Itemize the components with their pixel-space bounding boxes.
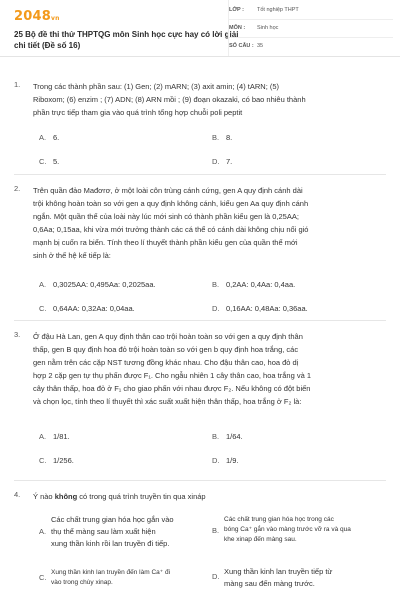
option-d[interactable]: D. 7. xyxy=(212,157,233,166)
question-text xyxy=(33,80,388,119)
option-c[interactable] xyxy=(39,568,209,594)
question-text xyxy=(33,490,388,503)
document-header xyxy=(0,0,400,57)
option-c[interactable]: C. 1/256. xyxy=(39,456,74,465)
question-text xyxy=(33,330,388,408)
option-a[interactable]: A. 1/81. xyxy=(39,432,70,441)
option-b[interactable]: B. 1/64. xyxy=(212,432,243,441)
question-text xyxy=(33,184,388,262)
option-b[interactable]: B. 0,2AA: 0,4Aa: 0,4aa. xyxy=(212,280,296,289)
question-number: 4. xyxy=(14,490,21,499)
option-text: Xung thần kinh lan truyền tiếp từ màng sau đến màng trước. xyxy=(224,567,333,588)
question-number: 3. xyxy=(14,330,21,339)
option-letter: D. xyxy=(212,572,220,581)
question-text-line: phần trực tiếp tham gia vào quá trình tổng hợp chuỗi poli peptit xyxy=(33,108,243,117)
question-1 xyxy=(14,80,390,180)
question-text-line: sinh ở thế hệ kế tiếp là: xyxy=(33,251,111,260)
meta-key: MÔN : xyxy=(229,25,246,31)
option-b[interactable] xyxy=(212,515,390,555)
meta-row-subject xyxy=(229,19,393,38)
option-letter: B. xyxy=(212,526,220,535)
meta-key: SỐ CÂU : xyxy=(229,43,254,49)
meta-value: Tốt nghiệp THPT xyxy=(257,7,299,13)
meta-row-class xyxy=(229,1,393,20)
question-text-line: hợp 2 cặp gen tự thụ phấn được F₁. Cho ngẫu nhiên 1 cây thân cao, hoa trắng và 1 xyxy=(33,371,312,380)
option-a[interactable]: A. 0,3025AA: 0,495Aa: 0,2025aa. xyxy=(39,280,156,289)
option-letter: A. xyxy=(39,527,47,536)
question-number: 2. xyxy=(14,184,21,193)
option-d[interactable]: D. 0,16AA: 0,48Aa: 0,36aa. xyxy=(212,304,308,313)
question-3 xyxy=(14,330,390,470)
option-text: Các chất trung gian hóa học gắn vào thụ thể màng sau làm xuất hiện xung thần kinh rồi lan truyền đi tiếp. xyxy=(51,515,174,548)
question-text-line: và chọn lọc, tính theo lí thuyết thì xác suất xuất hiện thân thấp, hoa trắng ở F₂ là: xyxy=(33,397,302,406)
question-text-post: có trong quá trình truyền tin qua xináp xyxy=(77,492,206,501)
option-c[interactable]: C. 0,64AA: 0,32Aa: 0,04aa. xyxy=(39,304,135,313)
question-text-line: Trong các thành phần sau: (1) Gen; (2) mARN; (3) axit amin; (4) tARN; (5) xyxy=(33,82,280,91)
option-d[interactable]: D. 1/9. xyxy=(212,456,239,465)
question-text-line: Riboxom; (6) enzim ; (7) ADN; (8) ARN mồi ; (9) đoạn okazaki, có bao nhiêu thành xyxy=(33,95,306,104)
question-number: 1. xyxy=(14,80,21,89)
meta-value: 35 xyxy=(257,43,264,49)
question-text-line: thấp, gen B quy định hoa đỏ trội hoàn toàn so với gen b quy định hoa trắng, các xyxy=(33,345,299,354)
meta-row-count xyxy=(229,37,393,55)
option-text: Xung thần kinh lan truyền đến làm Ca⁺ đi vào trong chùy xinap. xyxy=(51,569,171,586)
option-b[interactable]: B. 8. xyxy=(212,133,233,142)
question-text-line: Ở đậu Hà Lan, gen A quy định thân cao trội hoàn toàn so với gen a quy định thân xyxy=(33,332,303,341)
question-text-line: Trên quần đảo Mađơrơ, ở một loài côn trùng cánh cứng, gen A quy định cánh dài xyxy=(33,186,303,195)
document-title: 25 Bộ đề thi thử THPTQG môn Sinh học cực hay có lời giải chi tiết (Đề số 16) xyxy=(14,30,239,50)
question-text-line: gen nằm trên các cặp NST tương đồng khác nhau. Cho đậu thân cao, hoa đỏ dị xyxy=(33,358,299,367)
question-text-line: trội không hoàn toàn so với gen a quy định không cánh, kiểu gen Aa quy định cánh xyxy=(33,199,309,208)
question-text-line: cây thân thấp, hoa đỏ ở F₁ cho giao phấn với nhau được F₂. Nếu không có đột biến xyxy=(33,384,311,393)
question-text-line: 0,6Aa; 0,15aa, khi vừa mới trưởng thành các cá thể có cánh dài không chịu nổi gió xyxy=(33,225,309,234)
option-text: Các chất trung gian hóa học trong các bóng Ca⁺ gắn vào màng trước vỡ ra và qua khe xinap đến màng sau. xyxy=(224,516,351,543)
meta-value: Sinh học xyxy=(257,25,279,31)
option-c[interactable]: C. 5. xyxy=(39,157,60,166)
option-letter: C. xyxy=(39,573,47,582)
question-text-line: ngắn. Một quần thể của loài này lúc mới sinh có thành phần kiểu gen là 0,25AA; xyxy=(33,212,299,221)
document-meta xyxy=(228,0,400,56)
question-divider xyxy=(14,174,386,175)
option-d[interactable] xyxy=(212,566,390,594)
question-text-emphasis: không xyxy=(54,492,78,501)
question-4 xyxy=(14,490,390,600)
option-a[interactable]: A. 6. xyxy=(39,133,60,142)
question-divider xyxy=(14,320,386,321)
meta-key: LỚP : xyxy=(229,7,244,13)
question-2 xyxy=(14,184,390,324)
option-a[interactable] xyxy=(39,514,209,554)
question-text-line: mạnh bị cuốn ra biển. Tính theo lí thuyết thành phần kiểu gen của quần thể mới xyxy=(33,238,298,247)
site-logo[interactable]: 2048vn xyxy=(14,9,60,24)
question-text-pre: Ý nào xyxy=(33,492,55,501)
question-divider xyxy=(14,480,386,481)
